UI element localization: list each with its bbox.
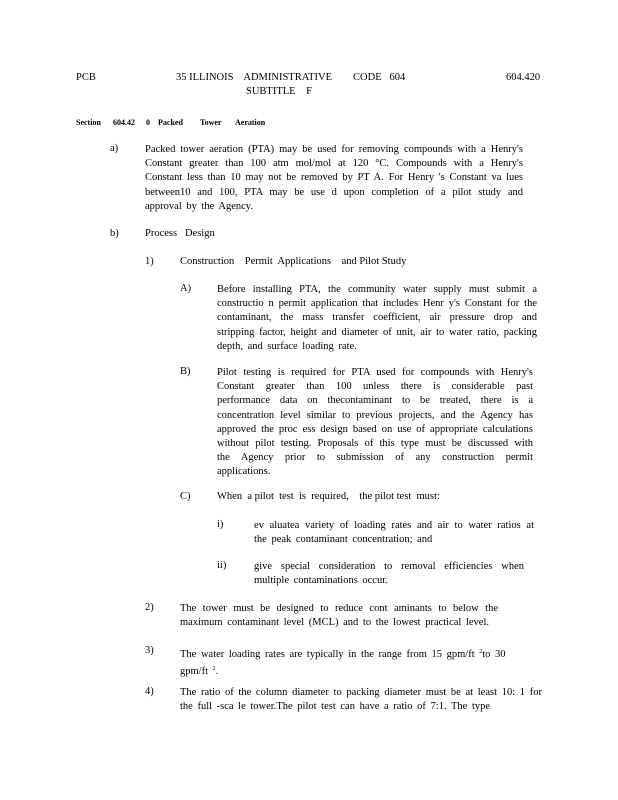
item-3-text-middle: to 30 gpm/ft [180,649,506,678]
item-3-sup2: 2 [212,666,216,673]
header-left: PCB [76,72,96,83]
header-title: 35 ILLINOIS ADMINISTRATIVE CODE 604 [176,72,406,83]
section-number: 604.42 [113,118,135,127]
item-A-text: Before installing PTA, the community water supply must submit a constructio n permit application that includes Henr y's Constant for the contaminant, the mass transfer coefficient, air pressure drop and stripping factor, height and diameter of unit, air to water ratio, packing depth, and surface loading rate. [217,284,537,352]
section-word-aeration: Aeration [235,118,266,127]
item-ii-text: give special consideration to removal efficiencies when multiple contaminations occur. [254,561,524,587]
item-4-text: The ratio of the column diameter to packing diameter must be at least 10: 1 for the full -sca le tower.The pilot test can have a ratio of 7:1. The type [180,687,542,713]
item-1-text: Construction Permit Applications and Pilot Study [180,256,407,267]
section-word-tower: Tower [200,118,222,127]
item-i-label: i) [217,519,224,530]
section-digit: 0 [146,118,150,127]
item-i-text: ev aluatea variety of loading rates and air to water ratios at the peak contaminant concentration; and [254,520,534,546]
item-B-label: B) [180,366,191,377]
item-3-label: 3) [145,645,154,656]
item-b-label: b) [110,228,119,239]
item-2-text: The tower must be designed to reduce cont aminants to below the maximum contaminant level (MCL) and to the lowest practical level. [180,603,498,629]
item-b-text: Process Design [145,228,215,239]
item-a-label: a) [110,143,119,154]
item-B-text: Pilot testing is required for PTA used for compounds with Henry's Constant greater than 100 unless there is considerable past performance data on thecontaminant to be treated, there is a concentration level similar to previous projects, and the Agency has approved the proc ess design based on use of appropriate calculations without pilot testing. Proposals of this type must be discussed with the Agency prior to submission of any construction permit applications. [217,367,533,478]
item-3-text-before: The water loading rates are typically in the range from 15 gpm/ft [180,649,475,660]
item-3-text-after: . [215,666,219,678]
item-C-label: C) [180,491,191,502]
header-right: 604.420 [506,72,541,83]
item-3-sup1: 2 [479,649,483,655]
section-label: Section [76,118,101,127]
section-word-packed: Packed [158,118,183,127]
header-subtitle: SUBTITLE F [246,86,312,97]
item-3-text [180,645,525,679]
item-1-label: 1) [145,256,154,267]
item-ii-label: ii) [217,560,227,571]
item-A-label: A) [180,283,192,294]
item-4-label: 4) [145,686,154,697]
item-2-label: 2) [145,602,154,613]
item-C-text: When a pilot test is required, the pilot test must: [217,491,440,502]
item-a-text: Packed tower aeration (PTA) may be used for removing compounds with a Henry's Constant greater than 100 atm mol/mol at 120 °C. Compounds with a Henry's Constant less than 10 may not be removed by PT A. For Henry 's Constant va lues between10 and 100, PTA may be use d upon completion of a pilot study and approval by the Agency. [145,144,523,212]
